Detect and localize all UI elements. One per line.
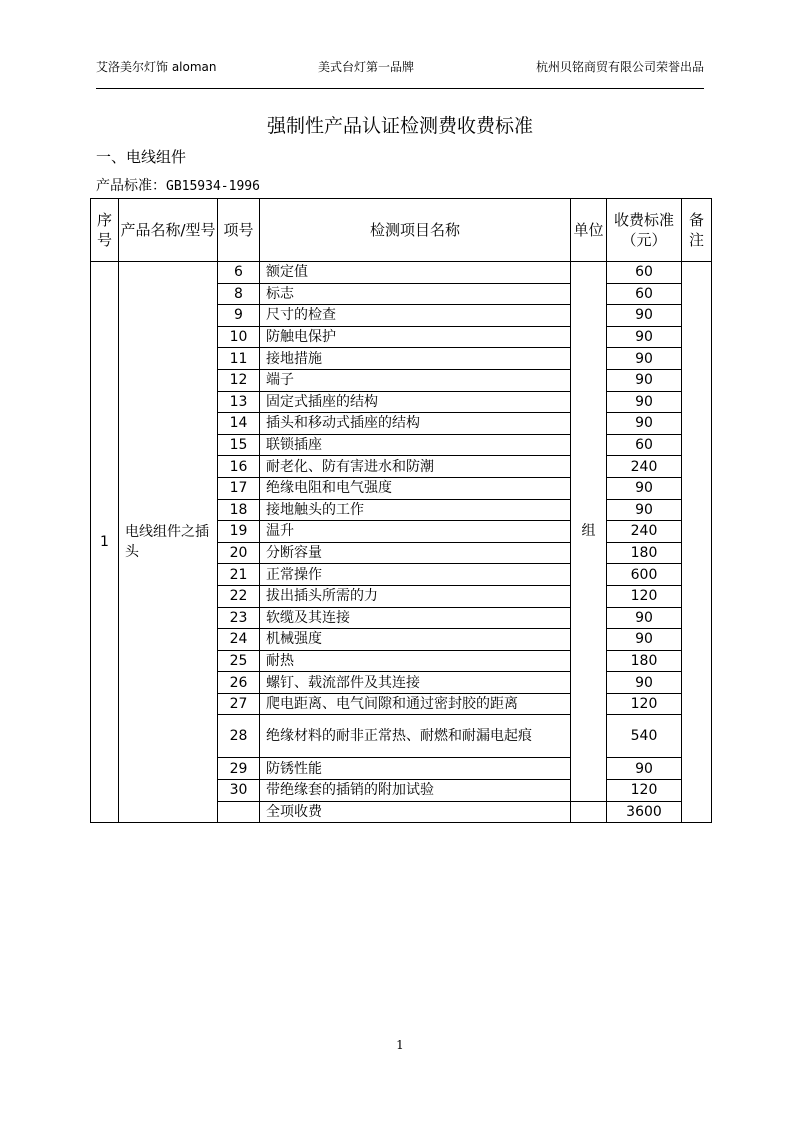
header-remark: 备注 <box>682 199 712 262</box>
item-fee: 120 <box>607 585 682 607</box>
item-number: 23 <box>218 607 260 629</box>
item-number: 20 <box>218 542 260 564</box>
item-number: 26 <box>218 672 260 694</box>
header-unit: 单位 <box>571 199 607 262</box>
header-rule <box>96 88 704 89</box>
item-number: 12 <box>218 369 260 391</box>
page-header <box>96 58 704 76</box>
item-name: 带绝缘套的插销的附加试验 <box>260 780 571 802</box>
page-title: 强制性产品认证检测费收费标准 <box>266 115 533 137</box>
item-fee: 90 <box>607 629 682 651</box>
header-item-no: 项号 <box>218 199 260 262</box>
item-number: 10 <box>218 326 260 348</box>
header-product: 产品名称/型号 <box>119 199 218 262</box>
item-fee: 60 <box>607 283 682 305</box>
item-number: 17 <box>218 477 260 499</box>
item-name: 尺寸的检查 <box>260 305 571 327</box>
item-name: 标志 <box>260 283 571 305</box>
item-name: 防锈性能 <box>260 758 571 780</box>
item-number: 6 <box>218 262 260 284</box>
item-fee: 180 <box>607 542 682 564</box>
item-name: 固定式插座的结构 <box>260 391 571 413</box>
item-name: 接地触头的工作 <box>260 499 571 521</box>
item-name: 联锁插座 <box>260 434 571 456</box>
item-name: 端子 <box>260 369 571 391</box>
item-number: 21 <box>218 564 260 586</box>
page-number: 1 <box>396 1038 404 1052</box>
standard-value: GB15934-1996 <box>166 179 260 194</box>
item-fee: 90 <box>607 758 682 780</box>
item-name: 拔出插头所需的力 <box>260 585 571 607</box>
item-number: 14 <box>218 413 260 435</box>
total-unit <box>571 801 607 823</box>
item-name: 机械强度 <box>260 629 571 651</box>
header-fee: 收费标准（元） <box>607 199 682 262</box>
item-name: 防触电保护 <box>260 326 571 348</box>
item-name: 绝缘材料的耐非正常热、耐燃和耐漏电起痕 <box>260 715 571 758</box>
total-fee: 3600 <box>607 801 682 823</box>
item-fee: 90 <box>607 369 682 391</box>
total-item-number <box>218 801 260 823</box>
item-fee: 240 <box>607 521 682 543</box>
item-number: 29 <box>218 758 260 780</box>
item-fee: 240 <box>607 456 682 478</box>
item-name: 正常操作 <box>260 564 571 586</box>
item-fee: 90 <box>607 413 682 435</box>
item-fee: 540 <box>607 715 682 758</box>
item-fee: 60 <box>607 262 682 284</box>
item-number: 22 <box>218 585 260 607</box>
item-fee: 90 <box>607 305 682 327</box>
item-fee: 90 <box>607 499 682 521</box>
item-fee: 90 <box>607 348 682 370</box>
item-name: 爬电距离、电气间隙和通过密封胶的距离 <box>260 693 571 715</box>
item-name: 温升 <box>260 521 571 543</box>
table-header-row <box>91 199 712 262</box>
item-name: 螺钉、载流部件及其连接 <box>260 672 571 694</box>
item-name: 插头和移动式插座的结构 <box>260 413 571 435</box>
item-number: 25 <box>218 650 260 672</box>
item-number: 8 <box>218 283 260 305</box>
item-number: 24 <box>218 629 260 651</box>
header-seq: 序号 <box>91 199 119 262</box>
item-number: 15 <box>218 434 260 456</box>
standard-label: 产品标准： <box>96 178 166 194</box>
item-number: 27 <box>218 693 260 715</box>
item-number: 16 <box>218 456 260 478</box>
item-fee: 90 <box>607 326 682 348</box>
fee-table <box>90 198 712 823</box>
header-center-text: 美式台灯第一品牌 <box>318 60 415 74</box>
group-product: 电线组件之插头 <box>119 262 218 823</box>
item-number: 28 <box>218 715 260 758</box>
section-heading: 一、电线组件 <box>96 148 187 166</box>
group-seq: 1 <box>91 262 119 823</box>
group-unit: 组 <box>571 262 607 802</box>
header-right-text: 杭州贝铭商贸有限公司荣誉出品 <box>535 60 704 74</box>
table-row <box>91 262 712 284</box>
item-fee: 180 <box>607 650 682 672</box>
item-number: 11 <box>218 348 260 370</box>
group-remark <box>682 262 712 823</box>
item-number: 18 <box>218 499 260 521</box>
item-number: 19 <box>218 521 260 543</box>
item-fee: 120 <box>607 780 682 802</box>
item-fee: 90 <box>607 672 682 694</box>
item-name: 额定值 <box>260 262 571 284</box>
table-body <box>91 262 712 823</box>
total-label: 全项收费 <box>260 801 571 823</box>
item-fee: 600 <box>607 564 682 586</box>
item-number: 13 <box>218 391 260 413</box>
item-fee: 90 <box>607 477 682 499</box>
item-fee: 90 <box>607 607 682 629</box>
item-fee: 90 <box>607 391 682 413</box>
item-name: 耐老化、防有害进水和防潮 <box>260 456 571 478</box>
product-standard <box>96 175 260 195</box>
item-number: 30 <box>218 780 260 802</box>
item-name: 绝缘电阻和电气强度 <box>260 477 571 499</box>
header-item-name: 检测项目名称 <box>260 199 571 262</box>
item-name: 接地措施 <box>260 348 571 370</box>
item-fee: 120 <box>607 693 682 715</box>
header-left-text: 艾洛美尔灯饰 aloman <box>96 60 217 74</box>
item-name: 耐热 <box>260 650 571 672</box>
item-fee: 60 <box>607 434 682 456</box>
item-number: 9 <box>218 305 260 327</box>
item-name: 分断容量 <box>260 542 571 564</box>
item-name: 软缆及其连接 <box>260 607 571 629</box>
